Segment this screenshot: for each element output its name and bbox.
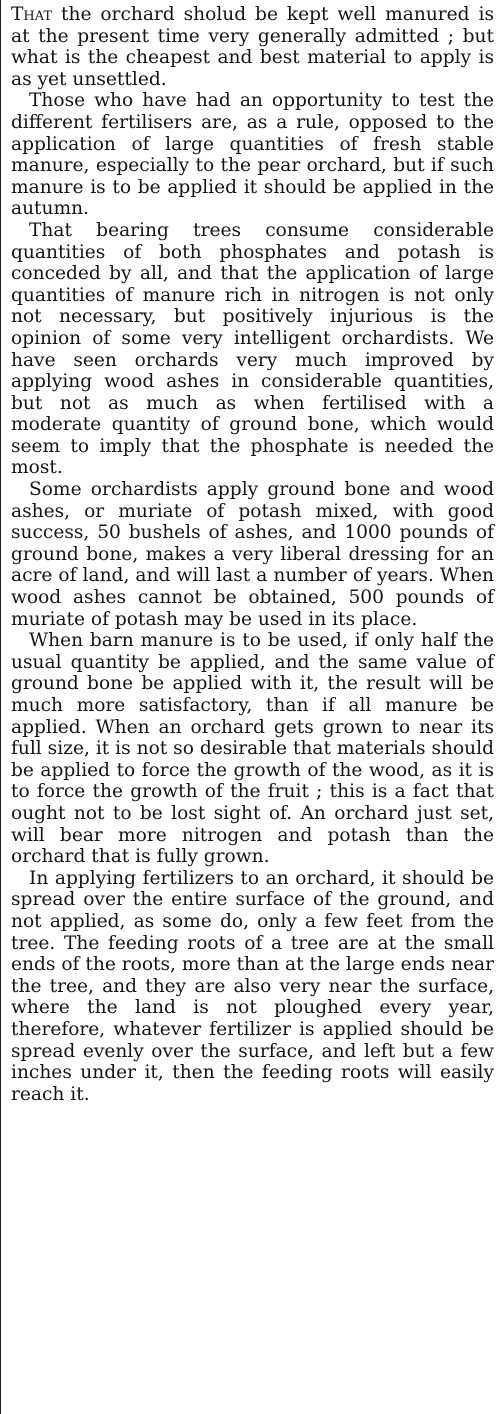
article-paragraph-4: Some orchardists apply ground bone and wood ashes, or muriate of potash mixed, with good success, 50 bushels of ashes, and 1000 pounds of ground bone, makes a very liberal dressing for an acre of land, and will last a number of years. When wood ashes cannot be obtained, 500 pounds of muriate of potash may be used in its place. — [11, 479, 494, 630]
lead-word: That — [11, 4, 53, 25]
paragraph-1-text: the orchard sholud be kept well manured is at the present time very generally admitted ; but what is the cheapest and best material to apply is as yet unsettled. — [11, 4, 494, 90]
article-paragraph-1 — [11, 4, 494, 90]
article-paragraph-2: Those who have had an opportunity to test the different fertilisers are, as a rule, opposed to the application of large quantities of fresh stable manure, especially to the pear orchard, but if such manure is to be applied it should be applied in the autumn. — [11, 90, 494, 220]
article-paragraph-5: When barn manure is to be used, if only half the usual quantity be applied, and the same value of ground bone be applied with it, the result will be much more satisfactory, than if all manure be applied. When an orchard gets grown to near its full size, it is not so desirable that materials should be applied to force the growth of the wood, as it is to force the growth of the fruit ; this is a fact that ought not to be lost sight of. An orchard just set, will bear more nitrogen and potash than the orchard that is fully grown. — [11, 630, 494, 868]
article-paragraph-3: That bearing trees consume considerable quantities of both phosphates and potash is conceded by all, and that the application of large quantities of manure rich in nitrogen is not only not necessary, but positively injurious is the opinion of some very intelligent orchardists. We have seen orchards very much improved by applying wood ashes in considerable quantities, but not as much as when fertilised with a moderate quantity of ground bone, which would seem to imply that the phosphate is needed the most. — [11, 219, 494, 479]
article-paragraph-6: In applying fertilizers to an orchard, it should be spread over the entire surface of the ground, and not applied, as some do, only a few feet from the tree. The feeding roots of a tree are at the small ends of the roots, more than at the large ends near the tree, and they are also very near the surface, where the land is not ploughed every year, therefore, whatever fertilizer is applied should be spread evenly over the surface, and left but a few inches under it, then the feeding roots will easily reach it. — [11, 867, 494, 1105]
